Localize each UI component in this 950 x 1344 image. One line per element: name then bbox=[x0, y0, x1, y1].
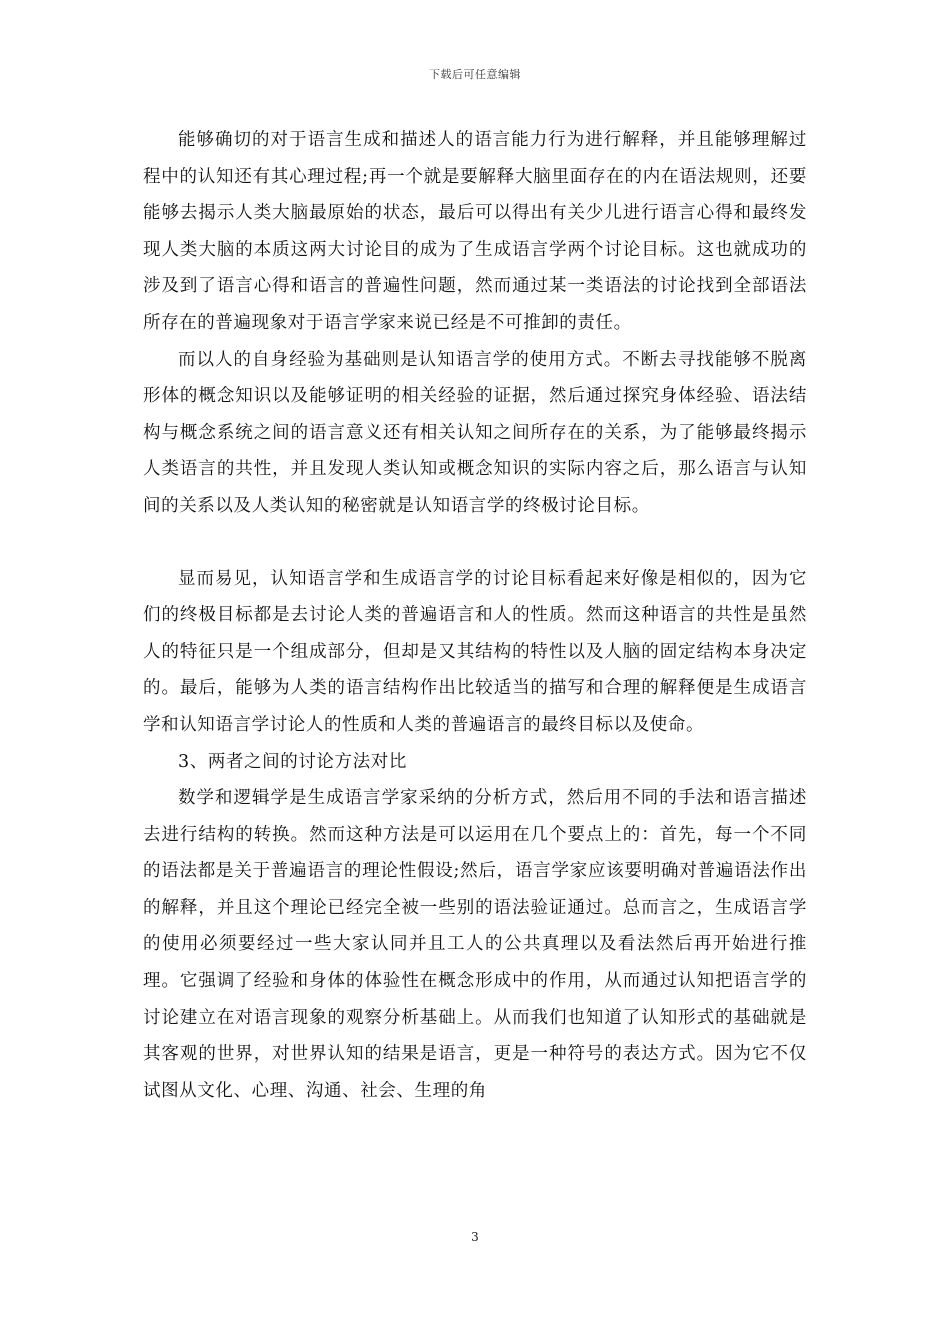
page-number: 3 bbox=[471, 1230, 479, 1244]
paragraph-4: 数学和逻辑学是生成语言学家采纳的分析方式，然后用不同的手法和语言描述去进行结构的转换。然而这种方法是可以运用在几个要点上的：首先，每一个不同的语法都是关于普遍语言的理论性假设;然后，语言学家应该要明确对普遍语法作出的解释，并且这个理论已经完全被一些别的语法验证通过。总而言之，生成语言学的使用必须要经过一些大家认同并且工人的公共真理以及看法然后再开始进行推理。它强调了经验和身体的体验性在概念形成中的作用，从而通过认知把语言学的讨论建立在对语言现象的观察分析基础上。从而我们也知道了认知形式的基础就是其客观的世界，对世界认知的结果是语言，更是一种符号的表达方式。因为它不仅试图从文化、心理、沟通、社会、生理的角 bbox=[143, 788, 807, 1101]
section-heading: 3、两者之间的讨论方法对比 bbox=[178, 751, 407, 772]
document-body bbox=[143, 122, 807, 1109]
paragraph-3: 显而易见，认知语言学和生成语言学的讨论目标看起来好像是相似的，因为它们的终极目标都是去讨论人类的普遍语言和人的性质。然而这种语言的共性是虽然人的特征只是一个组成部分，但却是又其结构的特性以及人脑的固定结构本身决定的。最后，能够为人类的语言结构作出比较适当的描写和合理的解释便是生成语言学和认知语言学讨论人的性质和人类的普遍语言的最终目标以及使命。 bbox=[143, 568, 807, 735]
page-header: 下载后可任意编辑 bbox=[429, 68, 521, 81]
paragraph-spacer bbox=[143, 525, 807, 561]
paragraph-2: 而以人的自身经验为基础则是认知语言学的使用方式。不断去寻找能够不脱离形体的概念知识以及能够证明的相关经验的证据，然后通过探究身体经验、语法结构与概念系统之间的语言意义还有相关认知之间所存在的关系，为了能够最终揭示人类语言的共性，并且发现人类认知或概念知识的实际内容之后，那么语言与认知间的关系以及人类认知的秘密就是认知语言学的终极讨论目标。 bbox=[143, 349, 807, 516]
paragraph-1: 能够确切的对于语言生成和描述人的语言能力行为进行解释，并且能够理解过程中的认知还有其心理过程;再一个就是要解释大脑里面存在的内在语法规则，还要能够去揭示人类大脑最原始的状态，最后可以得出有关少儿进行语言心得和最终发现人类大脑的本质这两大讨论目的成为了生成语言学两个讨论目标。这也就成功的涉及到了语言心得和语言的普遍性问题，然而通过某一类语法的讨论找到全部语法所存在的普遍现象对于语言学家来说已经是不可推卸的责任。 bbox=[143, 130, 807, 333]
